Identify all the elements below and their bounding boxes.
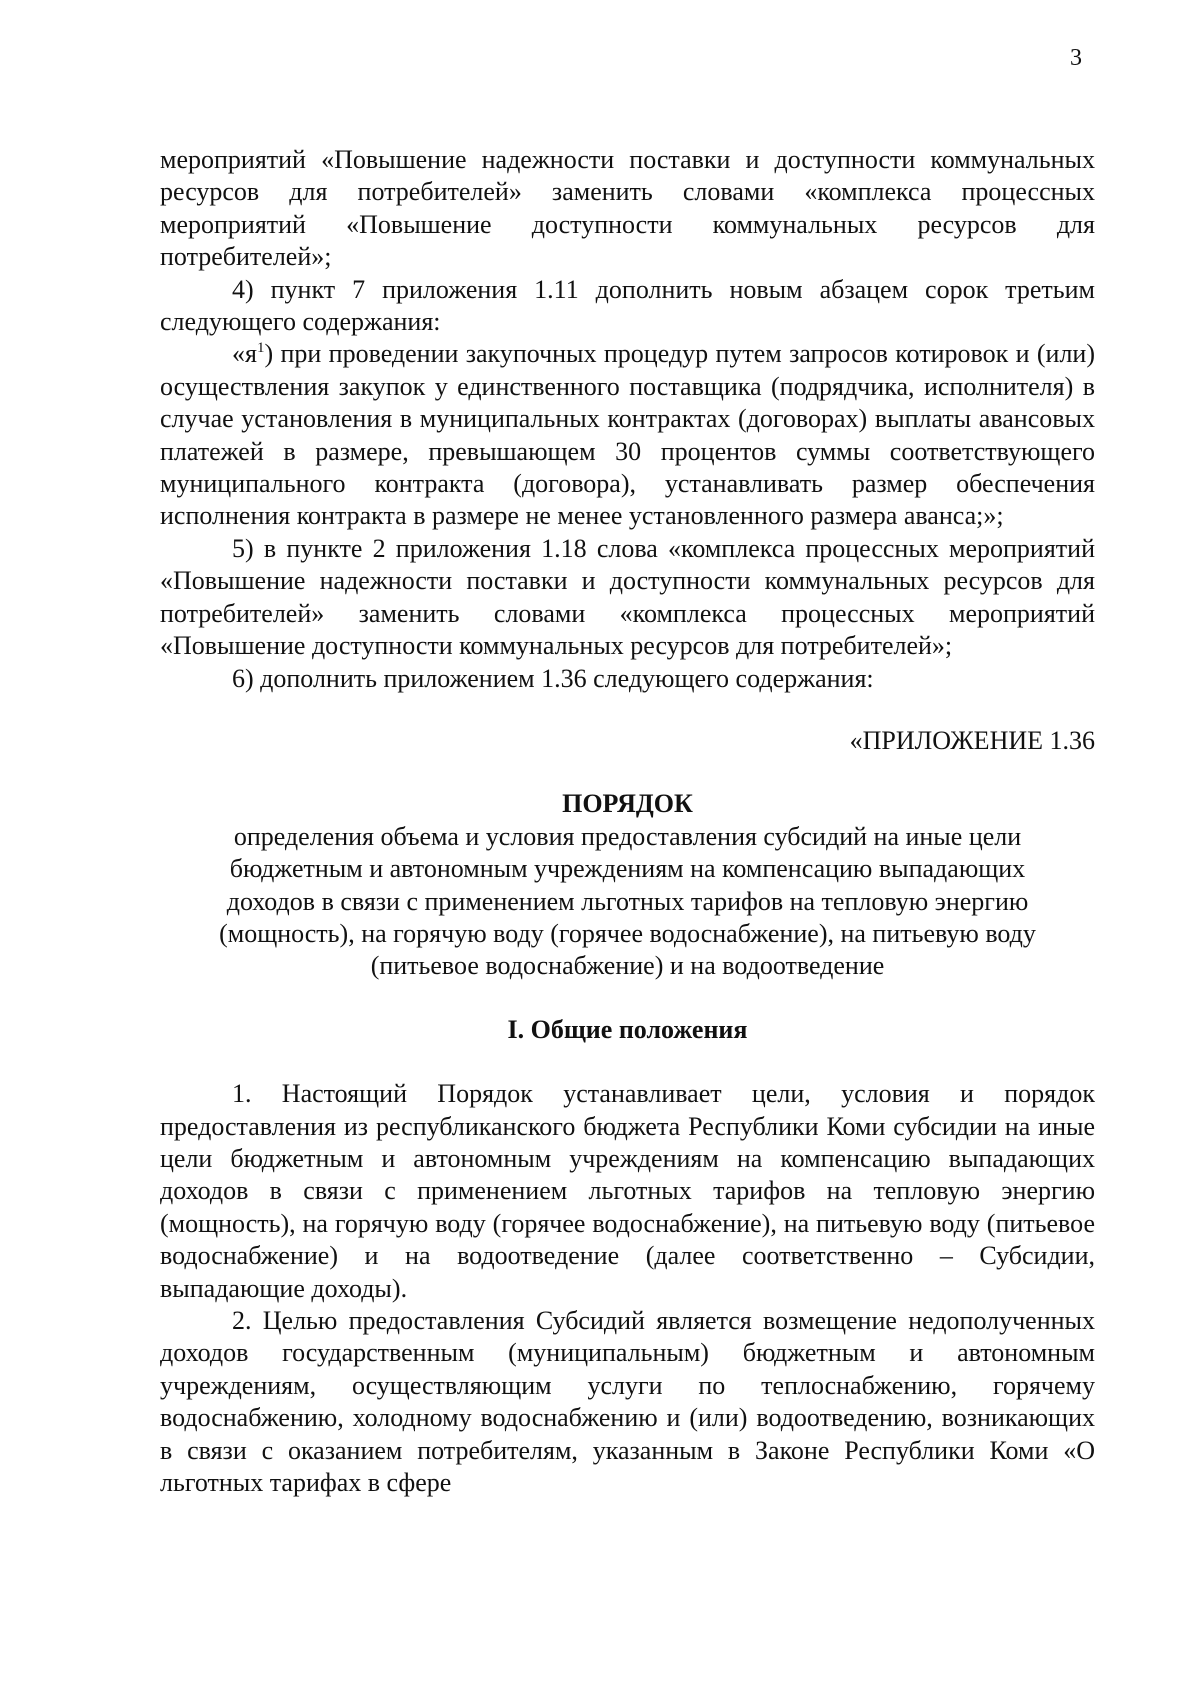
- clause-1: 1. Настоящий Порядок устанавливает цели, условия и порядок предоставления из республиканского бюджета Республики Коми субсидии на иные цели бюджетным и автономным учреждениям на компенсацию выпадающих доходов в связи с применением льготных тарифов на тепловую энергию (мощность), на горячую воду (горячее водоснабжение), на питьевую воду (питьевое водоснабжение) и на водоотведение (далее соответственно – Субсидии, выпадающие доходы).: [160, 1079, 1095, 1303]
- document-subtitle: [160, 821, 1095, 983]
- clause-2: 2. Целью предоставления Субсидий является возмещение недополученных доходов государственным (муниципальным) бюджетным и автономным учреждениям, осуществляющим услуги по теплоснабжению, горячему водоснабжению, холодному водоснабжению и (или) водоотведению, возникающих в связи с оказанием потребителям, указанным в Законе Республики Коми «О льготных тарифах в сфере: [160, 1306, 1095, 1498]
- paragraph-item-6: 6) дополнить приложением 1.36 следующего содержания:: [232, 663, 874, 693]
- paragraph-item-4: 4) пункт 7 приложения 1.11 дополнить новым абзацем сорок третьим следующего содержания:: [160, 274, 1095, 337]
- paragraph-item-5: 5) в пункте 2 приложения 1.18 слова «комплекса процессных мероприятий «Повышение надежности поставки и доступности коммунальных ресурсов для потребителей» заменить словами «комплекса процессных мероприятий «Повышение доступности коммунальных ресурсов для потребителей»;: [160, 533, 1095, 661]
- paragraph-quoted-clause: [160, 338, 1095, 532]
- paragraph-continuation: мероприятий «Повышение надежности поставки и доступности коммунальных ресурсов для потребителей» заменить словами «комплекса процессных мероприятий «Повышение доступности коммунальных ресурсов для потребителей»;: [160, 145, 1095, 272]
- subtitle-line: доходов в связи с применением льготных тарифов на тепловую энергию: [226, 886, 1029, 916]
- subtitle-line: бюджетным и автономным учреждениям на компенсацию выпадающих: [229, 854, 1026, 884]
- page-number: 3: [1070, 45, 1082, 71]
- appendix-label: «ПРИЛОЖЕНИЕ 1.36: [849, 725, 1095, 755]
- subtitle-line: (питьевое водоснабжение) и на водоотведение: [370, 951, 885, 981]
- subtitle-line: определения объема и условия предоставления субсидий на иные цели: [233, 821, 1022, 851]
- clause-text: ) при проведении закупочных процедур путем запросов котировок и (или) осуществления закупок у единственного поставщика (подрядчика, исполнителя) в случае установления в муниципальных контрактах (договорах) выплаты авансовых платежей в размере, превышающем 30 процентов суммы соответствующего муниципального контракта (договора), устанавливать размер обеспечения исполнения контракта в размере не менее установленного размера аванса;»;: [160, 339, 1095, 531]
- superscript-number: 1: [256, 340, 265, 357]
- section-heading: I. Общие положения: [507, 1014, 748, 1044]
- document-body: [160, 144, 1095, 1499]
- document-title: ПОРЯДОК: [562, 789, 693, 819]
- clause-prefix: «я: [232, 339, 257, 369]
- subtitle-line: (мощность), на горячую воду (горячее водоснабжение), на питьевую воду: [219, 918, 1036, 948]
